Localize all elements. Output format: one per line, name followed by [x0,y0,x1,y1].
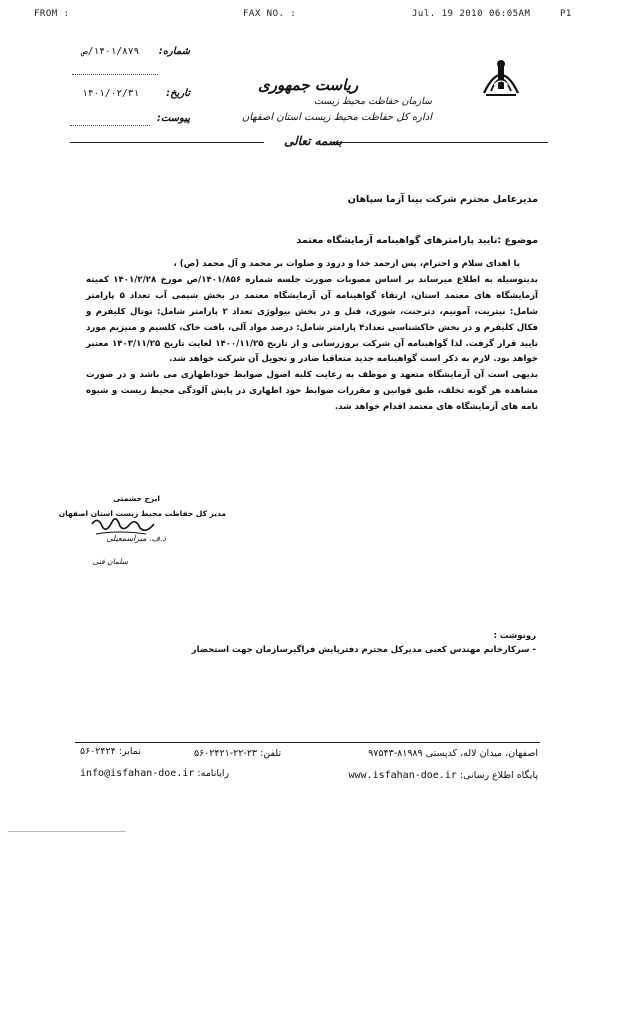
presidency-title: ریاست جمهوری [258,76,359,94]
cc-label: رونوشت : [493,631,536,641]
letter-attachment-label: پیوست: [156,113,190,124]
page-edge-mark [8,831,126,832]
letter-number-row [70,46,190,62]
footer-address: اصفهان، میدان لاله، کدپستی ۸۱۹۸۹-۹۷۵۴۳ [368,748,538,759]
body-paragraph-1: بدینوسیله به اطلاع میرساند بر اساس مصوبات صورت جلسه شماره ۱۴۰۱/۸۵۶/ص مورخ ۱۴۰۱/۲/۲۸ کمیته آزمایشگاه های معتمد استان، ارتقاء گواهینامه آن آزمایشگاه معتمد در بخش شیمی آب تعداد ۵ پارامتر شامل: نیتریت، آمونیم، دترجنت، شوری، فنل و در بخش بیولوژی تعداد ۲ پارامتر شامل: توتال کلیفرم و فکال کلیفرم و در بخش خاکشناسی تعداد۴ پارامتر شامل: درصد مواد آلی، بافت خاک، کلسیم و منیزیم مورد تایید قرار گرفت. لذا گواهینامه آن شرکت بروزرسانی و از تاریخ ۱۴۰۰/۱۱/۲۵ لغایت تاریخ ۱۴۰۳/۱۱/۲۵ معتبر خواهد بود. لازم به ذکر است گواهینامه جدید متعاقبا صادر و تحویل آن شرکت خواهد شد. [86,274,539,365]
signatory-name: ایرج حشمتی [113,494,160,503]
footer-fax-label: نمابر: [118,746,141,757]
footer-fax-value: ۵۶۰۲۴۲۴ [80,746,116,757]
recipient-line: مدیرعامل محترم شرکت بینا آزما سپاهان [347,194,538,205]
bismillah-heading: بسمه تعالی [284,134,343,148]
org-name-line1: سازمان حفاظت محیط زیست [313,96,432,107]
header-rule-right [330,142,548,143]
handwritten-note-2: سلمان فنی [92,557,128,566]
footer-website-label: پایگاه اطلاع رسانی: [459,770,538,781]
body-paragraph-2: بدیهی است آن آزمایشگاه متعهد و موظف به رعایت کلیه اصول ضوابط خوداظهاری می باشد و در صورت مشاهده هر گونه تخلف، طبق قوانین و مقررات ضوابط خود اظهاری در پایش آلودگی محیط زیست و شیوه نامه های آزمایشگاه های معتمد اقدام خواهد شد. [86,370,538,413]
letter-date-label: تاریخ: [166,88,190,99]
org-name-line2: اداره کل حفاظت محیط زیست استان اصفهان [241,112,432,123]
footer-phone [194,748,281,759]
footer-email-label: رایانامه: [197,768,230,779]
letter-body [86,257,538,416]
footer-email [80,768,229,779]
header-rule-left [70,142,264,143]
attachment-dotted-line [70,125,150,126]
greeting-paragraph: با اهدای سلام و احترام، پس ازحمد خدا و درود و صلوات بر محمد و آل محمد (ص) ، [173,259,520,269]
letter-number-label: شماره: [158,46,190,57]
signatory-title: مدیر کل حفاظت محیط زیست استان اصفهان [58,509,226,518]
letter-date-row [70,88,190,104]
footer-fax [80,746,141,757]
letter-attachment-row [70,113,190,129]
footer-rule [75,742,540,743]
handwritten-note-1: ذ.ف. میراسمعیلی [106,534,166,543]
fax-page-number: P1 [560,9,572,19]
letter-number-value: ۱۴۰۱/۸۷۹/ص [82,46,140,57]
footer-email-link[interactable]: info@isfahan-doe.ir [80,768,195,779]
fax-number-label: FAX NO. : [243,9,297,19]
footer-website-link[interactable]: www.isfahan-doe.ir [348,770,457,781]
number-dotted-line [72,74,158,75]
subject-line: موضوع :تایید پارامترهای گواهینامه آزمایشگاه معتمد [296,235,538,246]
doe-emblem-logo [478,55,524,99]
fax-from-label: FROM : [34,9,70,19]
fax-date-time: Jul. 19 2010 06:05AM [412,9,531,19]
footer-phone-label: تلفن: [260,748,282,759]
letter-date-value: ۱۴۰۱/۰۲/۳۱ [82,88,140,99]
cc-line: - سرکارخانم مهندس کعبی مدیرکل محترم دفترپایش فراگیرسازمان جهت استحضار [191,645,536,655]
footer-website [349,770,539,781]
footer-phone-value: ۲۳-۲۲-۵۶۰۲۴۲۱ [194,748,258,759]
